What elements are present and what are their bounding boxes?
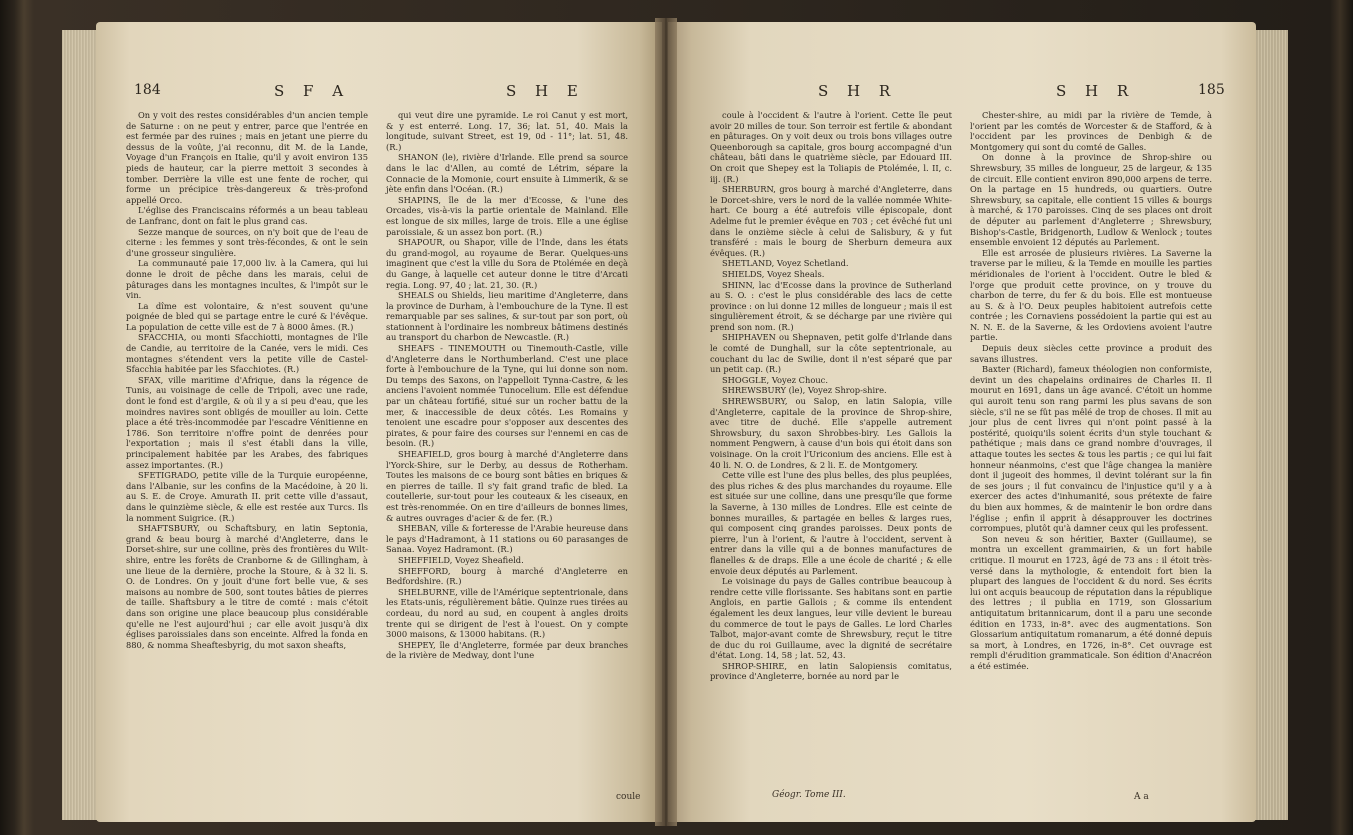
paragraph: Son neveu & son héritier, Baxter (Guillaume), se montra un excellent grammairien, & un fort habile critique. Il mourut en 1723, âgé de 73 ans : il étoit très-versé dans la mythologie, & entendoit fort bien la plupart des langues de l'occident & du nord. Ses écrits lui ont acquis beaucoup de réputation dans la république des lettres ; il publia en 1719, son Glossarium antiquitatum britannicarum, dont il a paru une seconde édition en 1733, in-8°. avec des augmentations. Son Glossarium antiquitatum romanarum, a été donné depuis sa mort, à Londres, en 1726, in-8°. Cet ouvrage est rempli d'érudition grammaticale. Son édition d'Anacréon a été estimée. bbox=[970, 533, 1212, 671]
right-column-2 bbox=[970, 110, 1212, 682]
paragraph: SFETIGRADO, petite ville de la Turquie européenne, dans l'Albanie, sur les confins de la Macédoine, à 20 li. au S. E. de Croye. Amurath II. prit cette ville d'assaut, dans le quinzième siècle, & elle est restée aux Turcs. Ils la nomment Suigrice. (R.) bbox=[126, 470, 368, 523]
right-running-head bbox=[668, 82, 1256, 104]
paragraph: SHEBAN, ville & forteresse de l'Arabie heureuse dans le pays d'Hadramont, à 11 stations ou 60 parasanges de Sanaa. Voyez Hadramont. (R.) bbox=[386, 523, 628, 555]
left-catchword: coule bbox=[616, 792, 641, 802]
right-page bbox=[668, 22, 1256, 822]
paragraph: SHEFFORD, bourg à marché d'Angleterre en Bedfordshire. (R.) bbox=[386, 565, 628, 587]
paragraph: SHEPEY, île d'Angleterre, formée par deux branches de la rivière de Medway, dont l'une bbox=[386, 639, 628, 661]
paragraph: SFAX, ville maritime d'Afrique, dans la régence de Tunis, au voisinage de celle de Tripoli, avec une rade, dont le fond est d'argile, & où il y a si peu d'eau, que les moindres navires sont obligés de mouiller au loin. Cette place a été très-incommodée par l'escadre Vénitienne en 1786. Son territoire n'offre point de denrées pour l'exportation ; mais il s'est établi dans la ville, principalement habitée par les Arabes, des fabriques assez importantes. (R.) bbox=[126, 374, 368, 470]
volume-footer: Géogr. Tome III. bbox=[772, 790, 846, 800]
right-column-1 bbox=[710, 110, 952, 682]
paragraph: SHAPOUR, ou Shapor, ville de l'Inde, dans les états du grand-mogol, au royaume de Berar. Quelques-uns imaginent que c'est la ville du Sora de Ptolémée en deçà du Gange, à laquelle cet auteur donne le titre d'Arcati regia. Long. 97, 40 ; lat. 21, 30. (R.) bbox=[386, 237, 628, 290]
paragraph: On donne à la province de Shrop-shire ou Shrewsbury, 35 milles de longueur, 25 de largeur, & 135 de circuit. Elle contient environ 890,000 arpens de terre. On la partage en 15 hundreds, ou quartiers. Outre Shrewsbury, sa capitale, elle contient 15 villes & bourgs à marché, & 170 paroisses. Cinq de ses places ont droit de députer au parlement d'Angleterre ; Shrewsbury, Bishop's-Castle, Bridgenorth, Ludlow & Wenlock ; toutes ensemble envoient 12 députés au Parlement. bbox=[970, 152, 1212, 248]
paragraph: coule à l'occident & l'autre à l'orient. Cette île peut avoir 20 milles de tour. Son terroir est fertile & abondant en pâturages. On y voit deux ou trois bons villages outre Queenborough sa capitale, gros bourg accompagné d'un château, bâti dans le quatrième siècle, par Edouard III. On croit que Shepey est la Toliapis de Ptolémée, l. II, c. iij. (R.) bbox=[710, 110, 952, 184]
paragraph: SHANON (le), rivière d'Irlande. Elle prend sa source dans le lac d'Allen, au comté de Létrim, sépare la Connacie de la Momonie, court ensuite à Limmerik, & se jète enfin dans l'Océan. (R.) bbox=[386, 152, 628, 195]
paragraph: SHELBURNE, ville de l'Amérique septentrionale, dans les Etats-unis, régulièrement bâtie. Quinze rues tirées au cordeau, du nord au sud, en coupent à angles droits trente qui se dirigent de l'est à l'ouest. On y compte 3000 maisons, & 13000 habitans. (R.) bbox=[386, 586, 628, 640]
paragraph: La communauté paie 17,000 liv. à la Camera, qui lui donne le droit de pêche dans les marais, celui de pâturages dans les montagnes incultes, & l'impôt sur le vin. bbox=[126, 258, 368, 301]
page-edges-left bbox=[62, 30, 98, 820]
right-page-columns bbox=[710, 110, 1212, 682]
left-page bbox=[96, 22, 662, 822]
page-edges-right bbox=[1254, 30, 1288, 820]
paragraph: SFACCHIA, ou monti Sfacchiotti, montagnes de l'île de Candie, au territoire de la Canée, vers le midi. Ces montagnes s'étendent vers la petite ville de Castel-Sfacchia habitée par les Sfacchiotes. (R.) bbox=[126, 332, 368, 375]
paragraph: SHINN, lac d'Ecosse dans la province de Sutherland au S. O. : c'est le plus considérable des lacs de cette province : on lui donne 12 milles de longueur ; mais il est singulièrement étroit, & se décharge par une rivière qui prend son nom. (R.) bbox=[710, 279, 952, 332]
left-header-right: S H E bbox=[506, 82, 585, 100]
paragraph: SHEAFS - TINEMOUTH ou Tinemouth-Castle, ville d'Angleterre dans le Northumberland. C'est une place forte à l'embouchure de la Tyne, qui lui donne son nom. Du temps des Saxons, on l'appelloit Tynna-Castre, & les anciens l'avoient nommée Tunocelium. Elle est défendue par un château fortifié, situé sur un rocher battu de la mer, & inaccessible de deux côtés. Les Romains y tenoient une escadre pour s'opposer aux descentes des pirates, & pour faire des courses sur l'ennemi en cas de besoin. (R.) bbox=[386, 343, 628, 449]
paragraph: qui veut dire une pyramide. Le roi Canut y est mort, & y est enterré. Long. 17, 36; lat. 51, 40. Mais la longitude, suivant Street, est 19, 0d - 11°; lat. 51, 48. (R.) bbox=[386, 110, 628, 152]
paragraph: L'église des Franciscains réformés a un beau tableau de Lanfranc, dont on fait le plus grand cas. bbox=[126, 205, 368, 226]
left-page-columns bbox=[126, 110, 628, 661]
paragraph: SHIPHAVEN ou Shepnaven, petit golfe d'Irlande dans le comté de Dunghall, sur la côte septentrionale, au couchant du lac de Swilie, dont il n'est séparé que par un petit cap. (R.) bbox=[710, 332, 952, 375]
book-gutter bbox=[655, 18, 677, 826]
right-header-right: S H R bbox=[1056, 82, 1136, 100]
paragraph: Chester-shire, au midi par la rivière de Temde, à l'orient par les comtés de Worcester & de Stafford, & à l'occident par les provinces de Denbigh & de Montgomery qui sont du comté de Galles. bbox=[970, 110, 1212, 152]
paragraph: SHREWSBURY, ou Salop, en latin Salopia, ville d'Angleterre, capitale de la province de Shrop-shire, avec titre de duché. Elle s'appelle autrement Shrowsbury, du saxon Shrobbes-biry. Les Gallois la nomment Pengwern, à cause d'un bois qui étoit dans son voisinage. On la croit l'Uriconium des anciens. Elle est à 40 li. N. O. de Londres, & 2 li. E. de Montgomery. bbox=[710, 396, 952, 470]
paragraph: SHOGGLE, Voyez Chouc. bbox=[722, 374, 828, 385]
paragraph: La dîme est volontaire, & n'est souvent qu'une poignée de bled qui se partage entre le curé & l'évêque. La population de cette ville est de 7 à 8000 âmes. (R.) bbox=[126, 300, 368, 332]
left-column-2 bbox=[386, 110, 628, 661]
right-page-number: 185 bbox=[1198, 82, 1225, 98]
paragraph: SHEAFIELD, gros bourg à marché d'Angleterre dans l'Yorck-Shire, sur le Derby, au dessus de Rotherham. Toutes les maisons de ce bourg sont bâties en briques & en pierres de taille. Il s'y fait grand trafic de bled. La coutellerie, sur-tout pour les couteaux & les ciseaux, en est très-renommée. On en tire d'ailleurs de bonnes limes, & autres ouvrages d'acier & de fer. (R.) bbox=[386, 449, 628, 523]
paragraph: Baxter (Richard), fameux théologien non conformiste, devint un des chapelains ordinaires de Charles II. Il mourut en 1691, dans un âge avancé. C'étoit un homme qui auroit tenu son rang parmi les plus savans de son siècle, s'il ne se fût pas mêlé de trop de choses. Il mit au jour plus de cent livres qui n'ont point passé à la postérité, quoiqu'ils soient écrits d'un style touchant & pathétique ; mais dans ce grand nombre d'ouvrages, il attaque toutes les sectes & tous les partis ; ce qui lui fait honneur néanmoins, c'est que l'âge changea la manière dont il jugeoit des hommes, il devint tolérant sur la fin de ses jours ; il fut convaincu de l'injustice qu'il y a à exercer des actes d'inhumanité, sous prétexte de faire du bien aux hommes, & de maintenir le bon ordre dans l'église ; enfin il apprit à désapprouver les doctrines corrompues, plutôt qu'à damner ceux qui les professent. bbox=[970, 364, 1212, 534]
paragraph: SHAPINS, île de la mer d'Ecosse, & l'une des Orcades, vis-à-vis la partie orientale de Mainland. Elle est longue de six milles, large de trois. Elle a une église paroissiale, & un assez bon port. (R.) bbox=[386, 194, 628, 237]
left-running-head bbox=[96, 82, 662, 104]
left-page-number: 184 bbox=[134, 82, 161, 98]
signature-mark: A a bbox=[1134, 792, 1149, 802]
paragraph: Le voisinage du pays de Galles contribue beaucoup à rendre cette ville florissante. Ses habitans sont en partie Anglois, en partie Gallois ; & comme ils entendent également les deux langues, leur ville devient le bureau du commerce de tout le pays de Galles. Le lord Charles Talbot, major-avant comte de Shrewsbury, reçut le titre de duc du roi Guillaume, avec la dignité de secrétaire d'état. Long. 14, 58 ; lat. 52, 43. bbox=[710, 576, 952, 661]
right-header-left: S H R bbox=[818, 82, 898, 100]
left-column-1 bbox=[126, 110, 368, 661]
paragraph: SHAFTSBURY, ou Schaftsbury, en latin Septonia, grand & beau bourg à marché d'Angleterre, dans le Dorset-shire, sur une colline, près des frontières du Wilt-shire, entre les forêts de Cranborne & de Gillingham, à une lieue de la dernière, proche la Stoure, & à 32 li. S. O. de Londres. On y jouit d'une fort belle vue, & ses maisons au nombre de 500, sont toutes bâties de pierres de taille. Shaftsbury a le titre de comté : mais c'étoit dans son origine une place beaucoup plus considérable qu'elle ne l'est aujourd'hui ; car elle avoit jusqu'à dix églises paroissiales dans son enceinte. Alfred la fonda en 880, & nomma Sheaftesbyrig, du mot saxon sheafts, bbox=[126, 523, 368, 650]
paragraph: SHERBURN, gros bourg à marché d'Angleterre, dans le Dorcet-shire, vers le nord de la vallée nommée White-hart. Ce bourg a été autrefois ville épiscopale, dont Adelme fut le premier évêque en 703 ; cet évêché fut uni dans le onzième siècle à celui de Salisbury, & y fut transféré : mais le bourg de Sherburn demeura aux évêques. (R.) bbox=[710, 184, 952, 258]
paragraph: Cette ville est l'une des plus belles, des plus peuplées, des plus riches & des plus marchandes du royaume. Elle est située sur une colline, dans une presqu'île que forme la Saverne, à 130 milles de Londres. Elle est ceinte de bonnes murailles, & partagée en belles & larges rues, qui composent cinq grandes paroisses. Deux ponts de pierre, l'un à l'orient, & l'autre à l'occident, servent à entrer dans la ville qui a de bonnes manufactures de flanelles & de draps. Elle a une école de charité ; & elle envoie deux députés au Parlement. bbox=[710, 470, 952, 576]
paragraph: On y voit des restes considérables d'un ancien temple de Saturne : on ne peut y entrer, parce que l'entrée en est fermée par des ruines ; mais en jetant une pierre du dessus de la voûte, j'ai reconnu, dit M. de la Lande, Voyage d'un François en Italie, qu'il y avoit environ 135 pieds de hauteur, car la pierre mettoit 3 secondes à tomber. Derrière la ville est une fente de rocher, qui forme un précipice très-dangereux & très-profond appellé Orco. bbox=[126, 110, 368, 205]
paragraph: SHREWSBURY (le), Voyez Shrop-shire. bbox=[722, 385, 887, 396]
paragraph: SHIELDS, Voyez Sheals. bbox=[722, 268, 825, 279]
paragraph: SHEALS ou Shields, lieu maritime d'Angleterre, dans la province de Durham, à l'embouchure de la Tyne. Il est remarquable par ses salines, & sur-tout par son port, où stationnent à l'ordinaire les nombreux bâtimens destinés au transport du charbon de Newcastle. (R.) bbox=[386, 290, 628, 343]
paragraph: Depuis deux siècles cette province a produit des savans illustres. bbox=[970, 343, 1212, 364]
paragraph: SHETLAND, Voyez Schetland. bbox=[722, 258, 849, 269]
paragraph: SHROP-SHIRE, en latin Salopiensis comitatus, province d'Angleterre, bornée au nord par le bbox=[710, 660, 952, 682]
paragraph: SHEFFIELD, Voyez Sheafield. bbox=[398, 554, 524, 565]
paragraph: Sezze manque de sources, on n'y boit que de l'eau de citerne : les femmes y sont très-fécondes, & ont le sein d'une grosseur singulière. bbox=[126, 226, 368, 258]
paragraph: Elle est arrosée de plusieurs rivières. La Saverne la traverse par le milieu, & la Temde en mouille les parties méridionales de l'orient à l'occident. Outre le bled & l'orge que produit cette province, on y trouve du charbon de terre, du fer & du bois. Elle est montueuse au S. & à l'O. Deux peuples habitoient autrefois cette contrée ; les Cornaviens possédoient la partie qui est au N. N. E. de la Saverne, & les Ordoviens avoient l'autre partie. bbox=[970, 247, 1212, 343]
left-header-left: S F A bbox=[274, 82, 351, 100]
